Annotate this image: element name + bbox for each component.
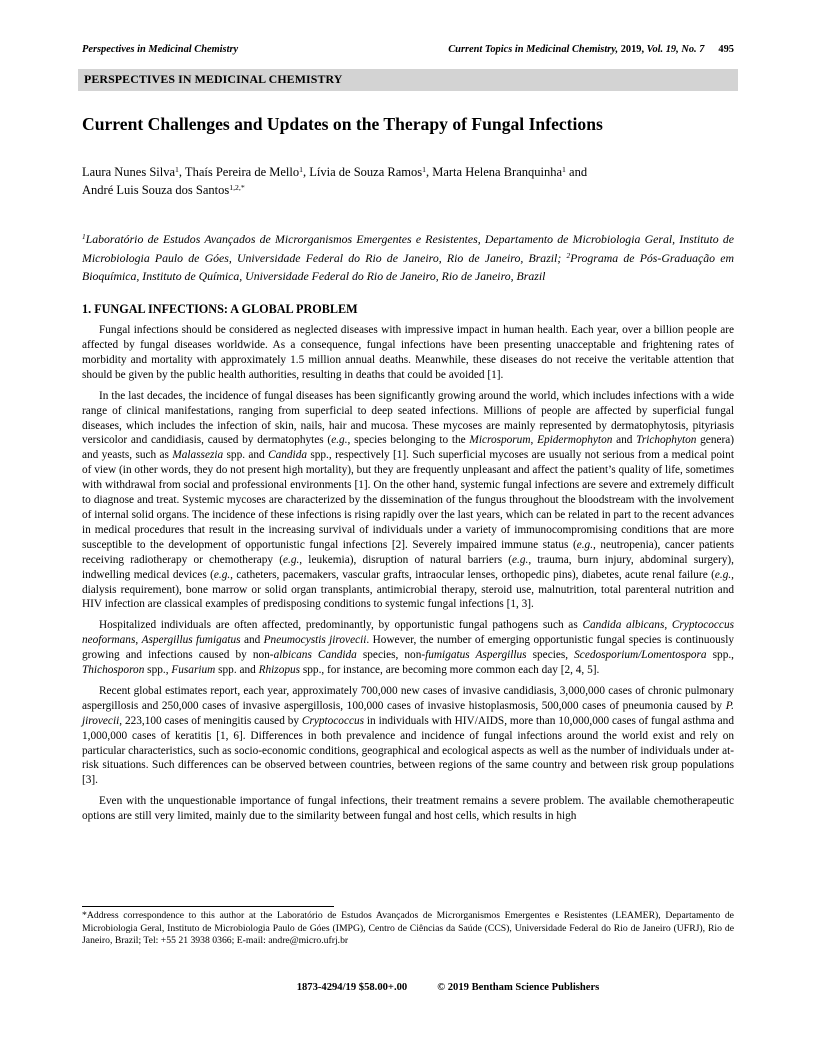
- paragraph-5: Even with the unquestionable importance of fungal infections, their treatment remains a severe problem. The available chemotherapeutic options are still very limited, mainly due to the similarity between fungal and host cells, which results in high: [82, 795, 734, 823]
- authors-line: Laura Nunes Silva$^1$, Thaís Pereira de Mello$^1$, Lívia de Souza Ramos$^1$, Marta Helena Branquinha$^1$ and André Luis Souza dos Santos$^{1,2,*}$: [82, 165, 588, 197]
- paragraph-3: Hospitalized individuals are often affected, predominantly, by opportunistic fungal pathogens such as Candida albicans, Cryptococcus neoformans, Aspergillus fumigatus and Pneumocystis jirovecii. However, the number of emerging opportunistic fungal species is continuously growing and infections caused by non-albicans Candida species, non-fumigatus Aspergillus species, Scedosporium/Lomentospora spp., Thichosporon spp., Fusarium spp. and Rhizopus spp., for instance, are becoming more common each day [2, 4, 5].: [82, 619, 734, 677]
- running-head: [82, 44, 734, 55]
- section-heading: 1. FUNGAL INFECTIONS: A GLOBAL PROBLEM: [82, 302, 358, 317]
- section-banner-label: PERSPECTIVES IN MEDICINAL CHEMISTRY: [84, 72, 343, 86]
- footnote-text: *Address correspondence to this author at the Laboratório de Estudos Avançados de Microrganismos Emergentes e Resistentes (LEAMER), Departamento de Microbiologia Geral, Instituto de Microbiologia Paulo de Góes (IMPG), Centro de Ciências da Saúde (CCS), Universidade Federal do Rio de Janeiro (UFRJ), Rio de Janeiro, Brazil; Tel: +55 21 3938 0366; E-mail: andre@micro.ufrj.br: [82, 910, 734, 946]
- paragraph-4: Recent global estimates report, each year, approximately 700,000 new cases of invasive candidiasis, 3,000,000 cases of chronic pulmonary aspergillosis and 250,000 cases of invasive aspergillosis, 100,000 cases of invasive histoplasmosis, 500,000 cases of pneumonia caused by P. jirovecii, 223,100 cases of meningitis caused by Cryptococcus in individuals with HIV/AIDS, more than 10,000,000 cases of fungal asthma and 1,000,000 cases of keratitis [1, 6]. Differences in both prevalence and incidence of fungal infections around the world exist and rely on particular characteristics, such as socio-economic conditions, geographical and ecological aspects as well as the number of individuals under at-risk situations. Such differences can be observed between countries, between regions of the same country and between risk group populations [3].: [82, 684, 734, 787]
- page-footer: [122, 982, 774, 993]
- footer-issn-price: 1873-4294/19 $58.00+.00: [296, 982, 408, 993]
- paragraph-2: In the last decades, the incidence of fungal diseases has been significantly growing around the world, which includes infections with a wide range of clinical manifestations, ranging from superficial to deep seated infections. Millions of people are affected by superficial fungal diseases, which includes the infection of skin, nails, hair and mucosa. These mycoses are mainly represented by dermatophytosis, pityriasis versicolor and candidiasis, caused by dermatophytes (e.g., species belonging to the Microsporum, Epidermophyton and Trichophyton genera) and yeasts, such as Malassezia spp. and Candida spp., respectively [1]. Such superficial mycoses are usually not serious from a medical point of view (in other words, they do not present high mortality), but they are frequently unpleasant and affect the patient’s quality of life, sometimes with withdrawal from social and professional environments [1]. On the other hand, systemic fungal infections are severe and extremely difficult to diagnose and treat. Systemic mycoses are characterized by the dissemination of the fungus throughout the bloodstream with the involvement of internal solid organs. The incidence of these infections is rising rapidly over the last years, which can be related in part to the recent advances in medical procedures that result in the increasing survival of individuals under a variety of immunocompromising conditions that are more susceptible to the development of opportunistic fungal infections [2]. Severely impaired immune status (e.g., neutropenia), cancer patients receiving radiotherapy or chemotherapy (e.g., leukemia), disruption of natural barriers (e.g., trauma, burn injury, abdominal surgery), indwelling medical devices (e.g., catheters, pacemakers, vascular grafts, intraocular lenses, orthopedic pins), diabetes, acute renal failure (e.g., dialysis requirement), bone marrow or solid organ transplants, antimicrobial therapy, steroid use, malnutrition, total parenteral nutrition and HIV infection are classical examples of predisposing conditions to systemic fungal infections [1, 3].: [82, 389, 735, 611]
- paragraph-1: Fungal infections should be considered as neglected diseases with impressive impact in human health. Each year, over a billion people are affected by fungal diseases worldwide. As a consequence, fungal infections have been presenting unacceptable and frightening rates of morbidity and mortality with approximately 1.5 million annual deaths. Meanwhile, these diseases do not receive the veritable attention that should be given by the public health authorities, resulting in deaths that could be avoided [1].: [82, 324, 734, 381]
- page-number: 495: [718, 44, 734, 55]
- footnote: [82, 906, 734, 948]
- running-head-journal-right: [448, 44, 734, 55]
- journal-citation: Current Topics in Medicinal Chemistry, 2019, Vol. 19, No. 7: [448, 44, 705, 55]
- footnote-rule: [82, 906, 334, 907]
- footer-copyright: © 2019 Bentham Science Publishers: [437, 982, 600, 993]
- affiliations: $^1$Laboratório de Estudos Avançados de Microrganismos Emergentes e Resistentes, Departamento de Microbiologia Geral, Instituto de Microbiologia Paulo de Góes, Universidade Federal do Rio de Janeiro, Rio de Janeiro, Brazil; $^2$Programa de Pós-Graduação em Bioquímica, Instituto de Química, Universidade Federal do Rio de Janeiro, Rio de Janeiro, Brazil: [82, 232, 735, 284]
- section-banner: [78, 69, 738, 91]
- article-title: Current Challenges and Updates on the Therapy of Fungal Infections: [82, 114, 603, 134]
- running-head-journal-left: Perspectives in Medicinal Chemistry: [82, 44, 239, 55]
